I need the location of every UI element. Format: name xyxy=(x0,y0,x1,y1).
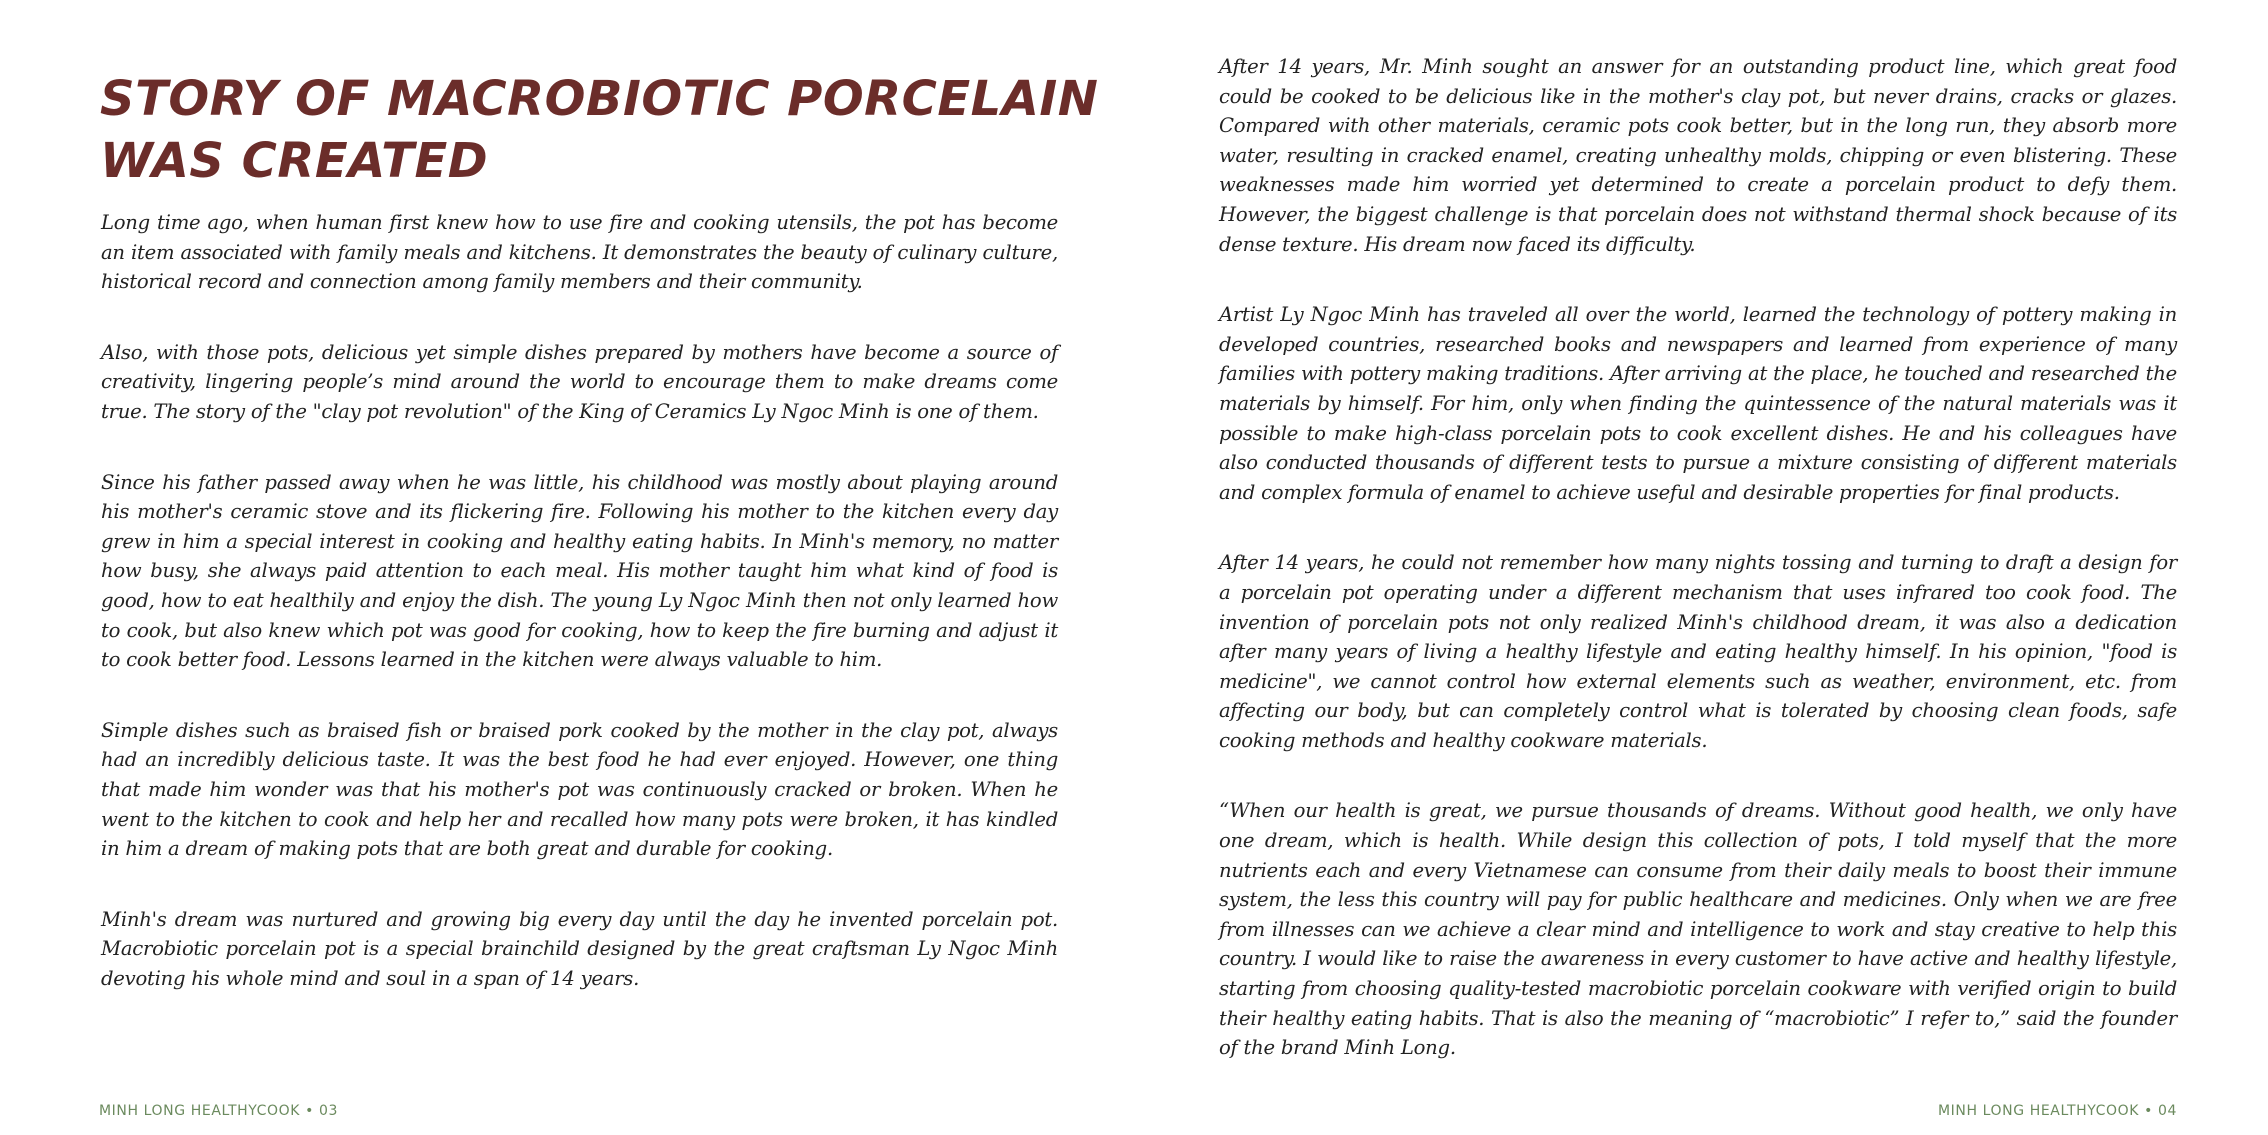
page-title xyxy=(100,68,1100,192)
paragraph: Minh's dream was nurtured and growing big every day until the day he invented porcelain pot. Macrobiotic porcelain pot is a special brainchild designed by the great craftsman Ly Ngoc Minh devoting his whole mind and soul in a span of 14 years. xyxy=(101,907,1058,990)
page-footer-left: MINH LONG HEALTHYCOOK • 03 xyxy=(99,1103,339,1119)
paragraph: After 14 years, he could not remember how many nights tossing and turning to draft a design for a porcelain pot operating under a different mechanism that uses infrared too cook food. The invention of porcelain pots not only realized Minh's childhood dream, it was also a dedication after many years of living a healthy lifestyle and eating healthy himself. In his opinion, "food is medicine", we cannot control how external elements such as weather, environment, etc. from affecting our body, but can completely control what is tolerated by choosing clean foods, safe cooking methods and healthy cookware materials. xyxy=(1219,551,2177,752)
right-text-column xyxy=(1219,52,2177,1104)
paragraph: Also, with those pots, delicious yet simple dishes prepared by mothers have become a source of creativity, lingering people’s mind around the world to encourage them to make dreams come true. The story of the "clay pot revolution" of the King of Ceramics Ly Ngoc Minh is one of them. xyxy=(101,340,1058,423)
paragraph: After 14 years, Mr. Minh sought an answer for an outstanding product line, which great food could be cooked to be delicious like in the mother's clay pot, but never drains, cracks or glazes. Compared with other materials, ceramic pots cook better, but in the long run, they absorb more water, resulting in cracked enamel, creating unhealthy molds, chipping or even blistering. These weaknesses made him worried yet determined to create a porcelain product to defy them. However, the biggest challenge is that porcelain does not withstand thermal shock because of its dense texture. His dream now faced its difficulty. xyxy=(1219,55,2177,256)
paragraph: Since his father passed away when he was little, his childhood was mostly about playing around his mother's ceramic stove and its flickering fire. Following his mother to the kitchen every day grew in him a special interest in cooking and healthy eating habits. In Minh's memory, no matter how busy, she always paid attention to each meal. His mother taught him what kind of food is good, how to eat healthily and enjoy the dish. The young Ly Ngoc Minh then not only learned how to cook, but also knew which pot was good for cooking, how to keep the fire burning and adjust it to cook better food. Lessons learned in the kitchen were always valuable to him. xyxy=(101,470,1058,672)
paragraph: Long time ago, when human first knew how to use fire and cooking utensils, the pot has become an item associated with family meals and kitchens. It demonstrates the beauty of culinary culture, historical record and connection among family members and their community. xyxy=(101,211,1058,294)
paragraph: “When our health is great, we pursue thousands of dreams. Without good health, we only have one dream, which is health. While design this collection of pots, I told myself that the more nutrients each and every Vietnamese can consume from their daily meals to boost their immune system, the less this country will pay for public healthcare and medicines. Only when we are free from illnesses can we achieve a clear mind and intelligence to work and stay creative to help this country. I would like to raise the awareness in every customer to have active and healthy lifestyle, starting from choosing quality-tested macrobiotic porcelain cookware with verified origin to build their healthy eating habits. That is also the meaning of “macrobiotic” I refer to,” said the founder of the brand Minh Long. xyxy=(1219,799,2177,1060)
page-footer-right: MINH LONG HEALTHYCOOK • 04 xyxy=(1937,1103,2177,1119)
paragraph: Artist Ly Ngoc Minh has traveled all over the world, learned the technology of pottery making in developed countries, researched books and newspapers and learned from experience of many families with pottery making traditions. After arriving at the place, he touched and researched the materials by himself. For him, only when finding the quintessence of the natural materials was it possible to make high-class porcelain pots to cook excellent dishes. He and his colleagues have also conducted thousands of different tests to pursue a mixture consisting of different materials and complex formula of enamel to achieve useful and desirable properties for final products. xyxy=(1219,303,2177,504)
left-text-column xyxy=(101,208,1058,1034)
page-title-line-1: STORY OF MACROBIOTIC PORCELAIN xyxy=(100,71,1099,127)
paragraph: Simple dishes such as braised fish or braised pork cooked by the mother in the clay pot, always had an incredibly delicious taste. It was the best food he had ever enjoyed. However, one thing that made him wonder was that his mother's pot was continuously cracked or broken. When he went to the kitchen to cook and help her and recalled how many pots were broken, it has kindled in him a dream of making pots that are both great and durable for cooking. xyxy=(101,718,1058,861)
right-page xyxy=(1134,0,2268,1135)
page-title-line-2: WAS CREATED xyxy=(100,133,489,189)
